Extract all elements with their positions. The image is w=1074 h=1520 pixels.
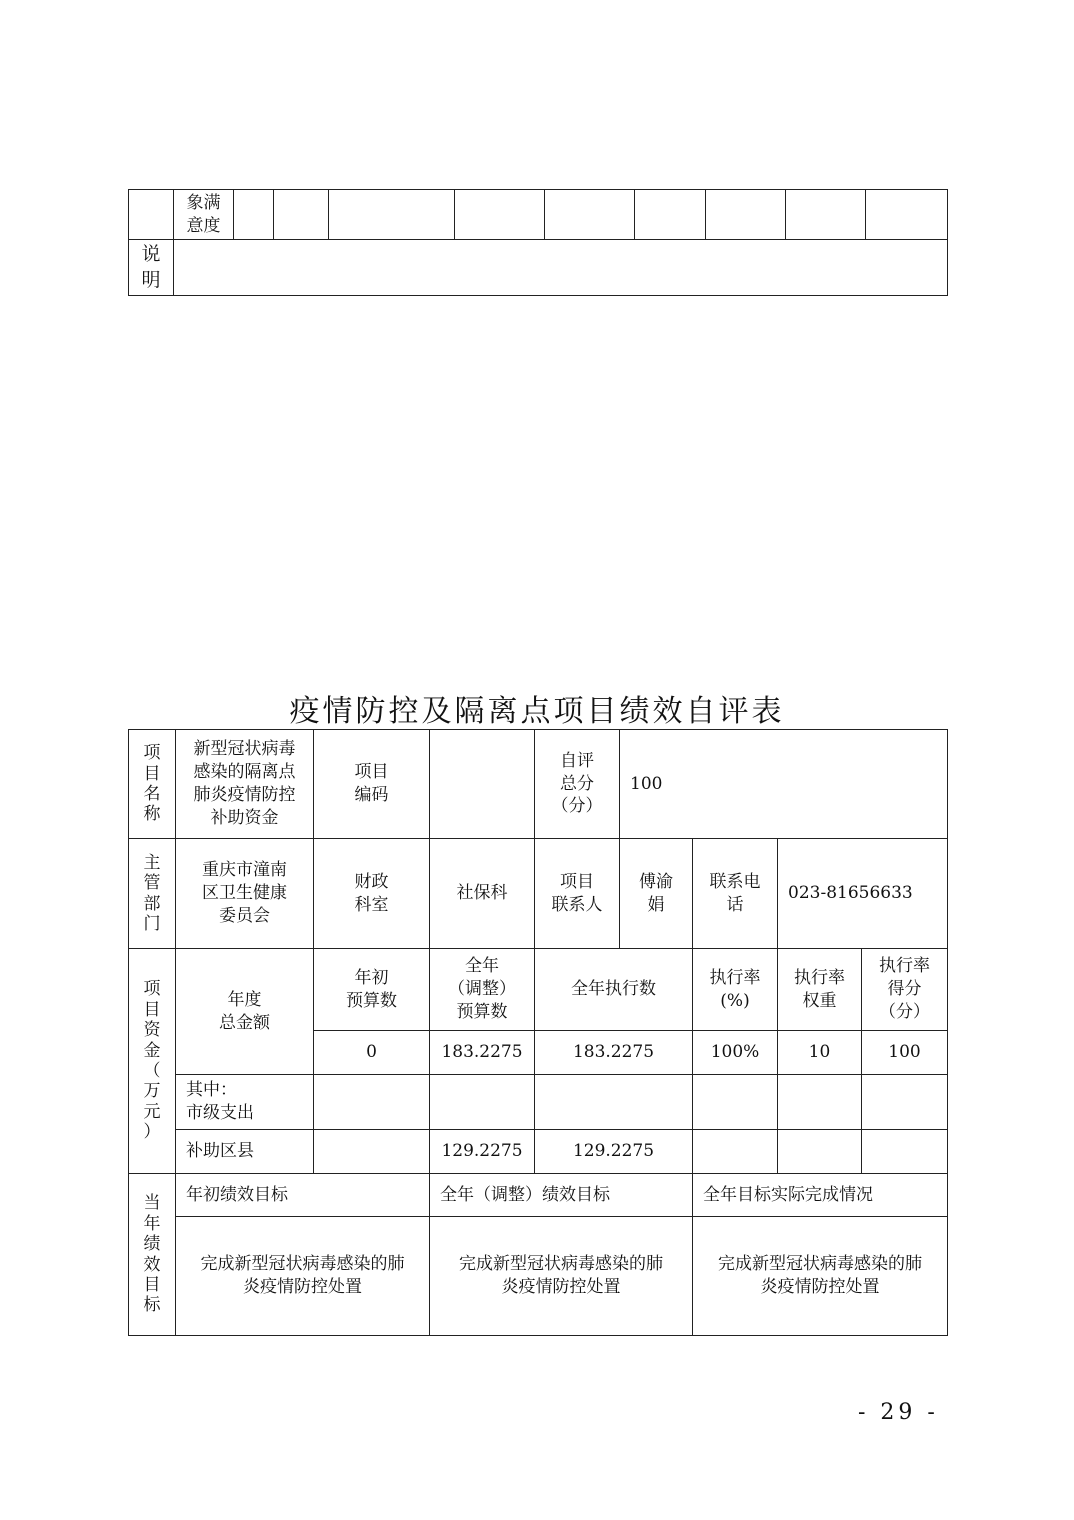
- exec-rate-value: 100%: [693, 1031, 778, 1075]
- top-cell: [786, 190, 866, 240]
- score-header: 执行率 得分 （分）: [862, 949, 948, 1031]
- phone-label: 联系电 话: [693, 839, 778, 949]
- department-value: 重庆市潼南 区卫生健康 委员会: [176, 839, 314, 949]
- executed-value: 183.2275: [535, 1031, 693, 1075]
- adjusted-budget-value: 183.2275: [430, 1031, 535, 1075]
- city-score: [862, 1075, 948, 1130]
- adjusted-budget-header: 全年 （调整） 预算数: [430, 949, 535, 1031]
- county-subsidy-label: 补助区县: [176, 1130, 314, 1174]
- top-table: [128, 189, 948, 296]
- initial-budget-header: 年初 预算数: [314, 949, 430, 1031]
- contact-person-value: 傅渝 娟: [620, 839, 693, 949]
- weight-value: 10: [778, 1031, 862, 1075]
- top-cell: [274, 190, 329, 240]
- county-executed: 129.2275: [535, 1130, 693, 1174]
- top-empty-cell: [129, 190, 174, 240]
- funds-label: 项 目 资 金 （ 万 元 ）: [129, 949, 176, 1174]
- page-number: - 29 -: [858, 1400, 939, 1425]
- initial-goal-value: 完成新型冠状病毒感染的肺 炎疫情防控处置: [176, 1217, 430, 1336]
- finance-office-label: 财政 科室: [314, 839, 430, 949]
- city-weight: [778, 1075, 862, 1130]
- county-weight: [778, 1130, 862, 1174]
- initial-goal-header: 年初绩效目标: [176, 1174, 430, 1217]
- actual-completion-header: 全年目标实际完成情况: [693, 1174, 948, 1217]
- satisfaction-label: 象满 意度: [174, 190, 234, 240]
- note-label: 说 明: [129, 240, 174, 296]
- city-initial-budget: [314, 1075, 430, 1130]
- exec-rate-header: 执行率 (%): [693, 949, 778, 1031]
- contact-person-label: 项目 联系人: [535, 839, 620, 949]
- project-name-value: 新型冠状病毒 感染的隔离点 肺炎疫情防控 补助资金: [176, 730, 314, 839]
- phone-value: 023-81656633: [778, 839, 948, 949]
- initial-budget-value: 0: [314, 1031, 430, 1075]
- county-score: [862, 1130, 948, 1174]
- weight-header: 执行率 权重: [778, 949, 862, 1031]
- actual-completion-value: 完成新型冠状病毒感染的肺 炎疫情防控处置: [693, 1217, 948, 1336]
- goals-label: 当 年 绩 效 目 标: [129, 1174, 176, 1336]
- project-name-label: 项 目 名 称: [129, 730, 176, 839]
- adjusted-goal-value: 完成新型冠状病毒感染的肺 炎疫情防控处置: [430, 1217, 693, 1336]
- city-expense-label: 其中： 市级支出: [176, 1075, 314, 1130]
- project-code-label: 项目 编码: [314, 730, 430, 839]
- project-code-value: [430, 730, 535, 839]
- top-cell: [329, 190, 455, 240]
- executed-header: 全年执行数: [535, 949, 693, 1031]
- top-cell: [545, 190, 635, 240]
- performance-table: [128, 729, 948, 1336]
- annual-total-label: 年度 总金额: [176, 949, 314, 1075]
- finance-office-value: 社保科: [430, 839, 535, 949]
- county-exec-rate: [693, 1130, 778, 1174]
- adjusted-goal-header: 全年（调整）绩效目标: [430, 1174, 693, 1217]
- score-value: 100: [862, 1031, 948, 1075]
- city-adjusted-budget: [430, 1075, 535, 1130]
- county-initial-budget: [314, 1130, 430, 1174]
- self-score-value: 100: [620, 730, 948, 839]
- top-cell: [706, 190, 786, 240]
- self-score-label: 自评 总分 （分）: [535, 730, 620, 839]
- top-cell: [455, 190, 545, 240]
- department-label: 主 管 部 门: [129, 839, 176, 949]
- city-exec-rate: [693, 1075, 778, 1130]
- top-cell: [866, 190, 948, 240]
- county-adjusted-budget: 129.2275: [430, 1130, 535, 1174]
- city-executed: [535, 1075, 693, 1130]
- top-cell: [635, 190, 706, 240]
- note-value: [174, 240, 948, 296]
- top-cell: [234, 190, 274, 240]
- page-title: 疫情防控及隔离点项目绩效自评表: [289, 694, 785, 729]
